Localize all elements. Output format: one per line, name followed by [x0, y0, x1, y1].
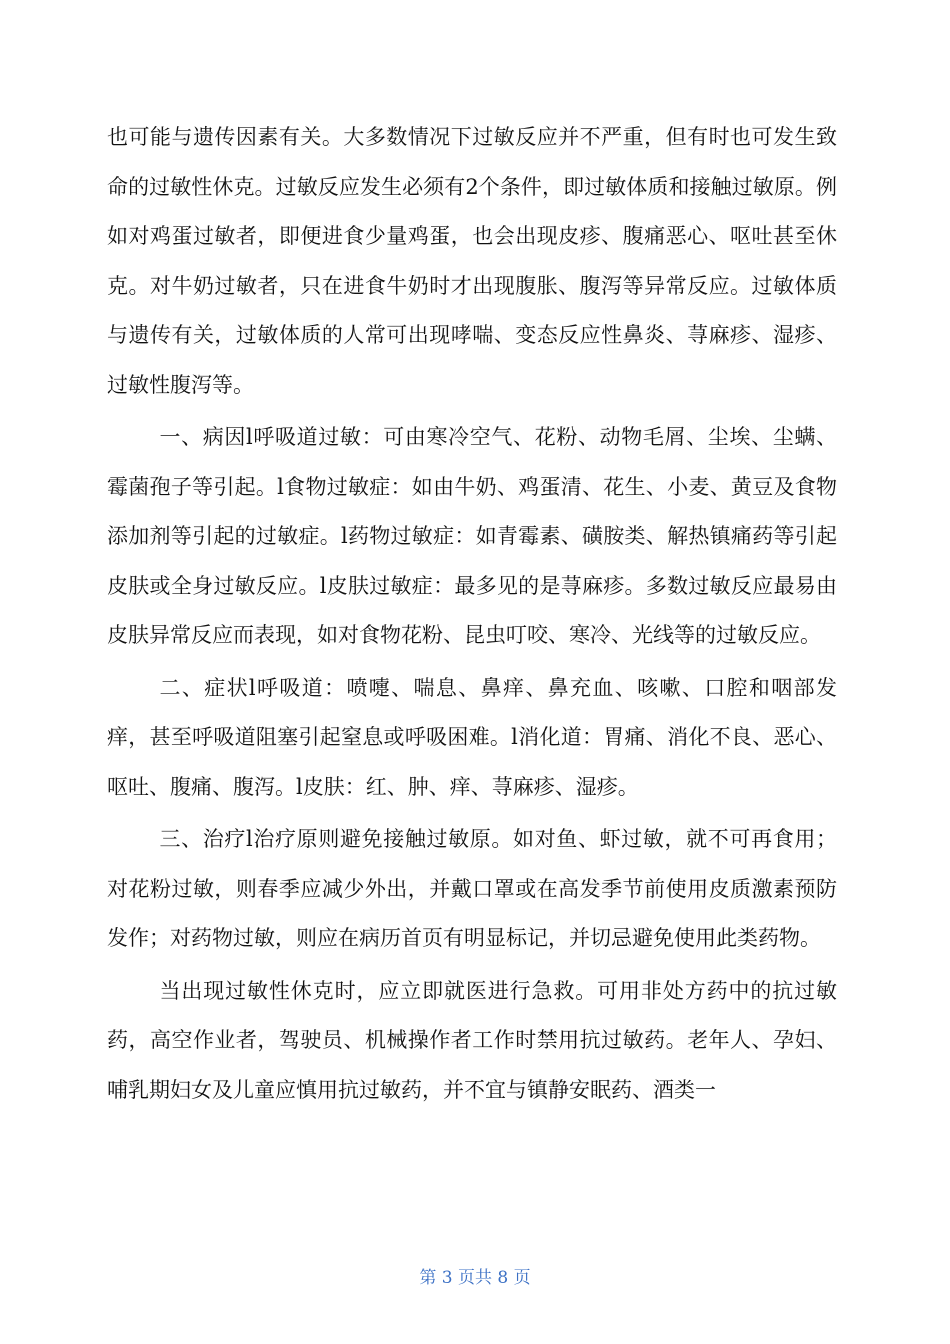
- document-body: [107, 113, 837, 1115]
- paragraph-shock-emergency: 当出现过敏性休克时，应立即就医进行急救。可用非处方药中的抗过敏药，高空作业者，驾驶员、机械操作者工作时禁用抗过敏药。老年人、孕妇、哺乳期妇女及儿童应慎用抗过敏药，并不宜与镇静安眠药、酒类一: [107, 978, 837, 1102]
- paragraph-heredity: 也可能与遗传因素有关。大多数情况下过敏反应并不严重，但有时也可发生致命的过敏性休克。过敏反应发生必须有2个条件，即过敏体质和接触过敏原。例如对鸡蛋过敏者，即便进食少量鸡蛋，也会出现皮疹、腹痛恶心、呕吐甚至休克。对牛奶过敏者，只在进食牛奶时才出现腹胀、腹泻等异常反应。过敏体质与遗传有关，过敏体质的人常可出现哮喘、变态反应性鼻炎、荨麻疹、湿疹、过敏性腹泻等。: [107, 125, 837, 397]
- page-number-footer: 第 3 页共 8 页: [419, 1268, 531, 1288]
- paragraph-causes: 一、病因l呼吸道过敏：可由寒冷空气、花粉、动物毛屑、尘埃、尘螨、霉菌孢子等引起。l食物过敏症：如由牛奶、鸡蛋清、花生、小麦、黄豆及食物添加剂等引起的过敏症。l药物过敏症：如青霉素、磺胺类、解热镇痛药等引起皮肤或全身过敏反应。l皮肤过敏症：最多见的是荨麻疹。多数过敏反应最易由皮肤异常反应而表现，如对食物花粉、昆虫叮咬、寒冷、光线等的过敏反应。: [107, 425, 837, 647]
- paragraph-treatment: 三、治疗l治疗原则避免接触过敏原。如对鱼、虾过敏，就不可再食用；对花粉过敏，则春季应减少外出，并戴口罩或在高发季节前使用皮质激素预防发作；对药物过敏，则应在病历首页有明显标记，并切忌避免使用此类药物。: [107, 827, 837, 950]
- paragraph-symptoms: 二、症状l呼吸道：喷嚏、喘息、鼻痒、鼻充血、咳嗽、口腔和咽部发痒，甚至呼吸道阻塞引起窒息或呼吸困难。l消化道：胃痛、消化不良、恶心、呕吐、腹痛、腹泻。l皮肤：红、肿、痒、荨麻疹、湿疹。: [107, 675, 837, 799]
